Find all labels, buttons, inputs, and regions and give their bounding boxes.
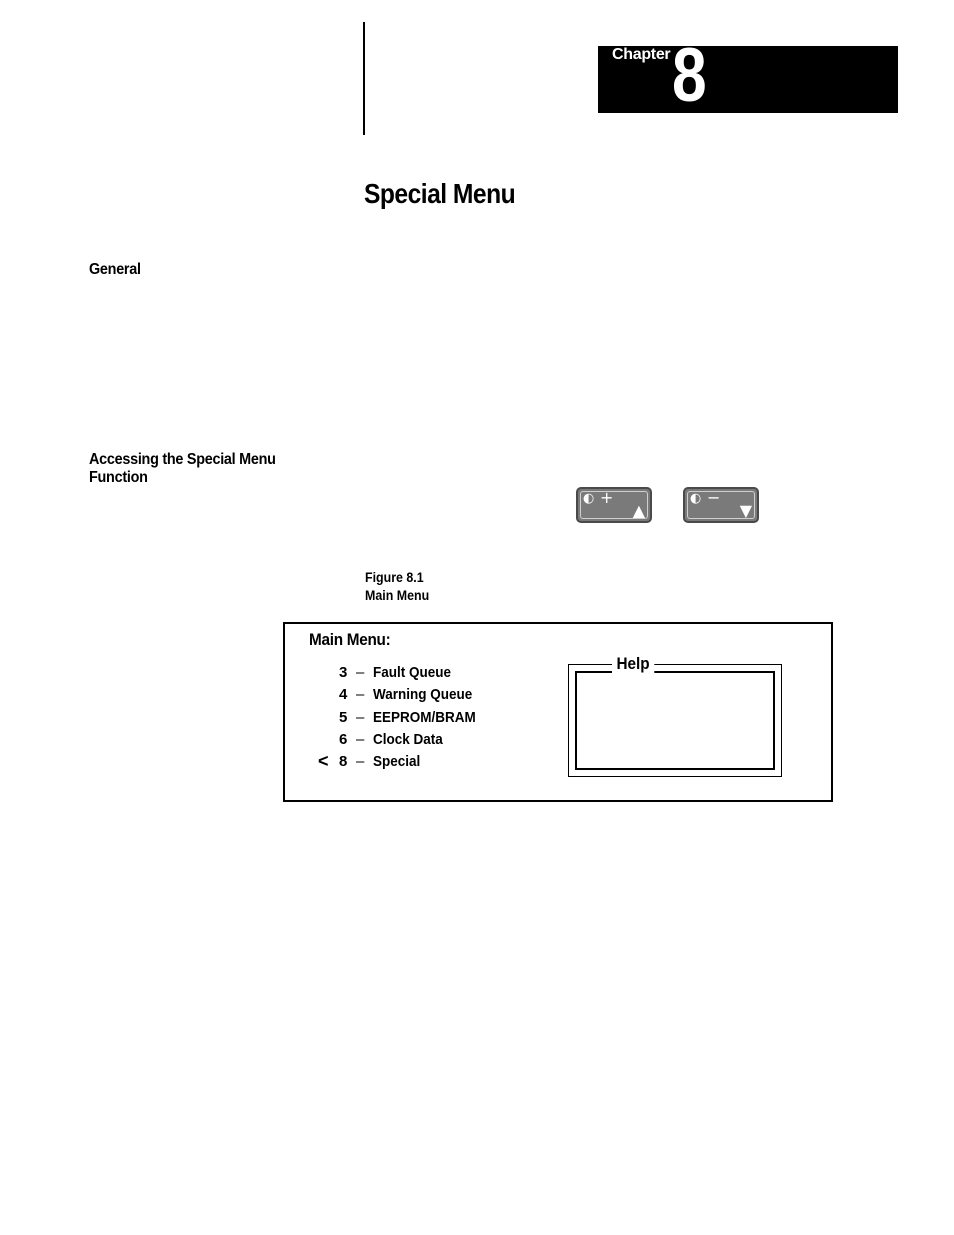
figure-caption [365, 569, 429, 605]
menu-item-dash: – [356, 730, 365, 748]
contrast-icon: ◐ [690, 491, 702, 506]
menu-item-label: Special [373, 753, 421, 771]
menu-item[interactable] [285, 664, 545, 686]
screen-title: Main Menu: [309, 630, 391, 649]
menu-item-label: Fault Queue [373, 664, 452, 681]
up-arrow-icon: ▲ [632, 501, 645, 520]
menu-item-dash: – [356, 708, 365, 726]
menu-item-dash: – [356, 753, 365, 771]
figure-title: Main Menu [365, 588, 430, 603]
selection-cursor: < [318, 751, 329, 772]
help-title: Help [612, 654, 654, 674]
increment-key [576, 487, 652, 523]
contrast-icon: ◐ [583, 491, 595, 506]
menu-item[interactable] [285, 753, 545, 775]
menu-item-number: 5 [339, 708, 348, 726]
menu-item[interactable] [285, 686, 545, 708]
minus-sign: − [707, 488, 721, 507]
chapter-number: 8 [672, 33, 707, 118]
down-arrow-icon: ▼ [739, 501, 752, 520]
menu-item-number: 8 [339, 753, 348, 771]
help-panel-inner [575, 671, 775, 770]
menu-item-dash: – [356, 664, 365, 681]
menu-item-number: 3 [339, 664, 348, 681]
help-panel [568, 654, 782, 777]
menu-item-dash: – [356, 686, 365, 704]
menu-item[interactable] [285, 709, 545, 731]
section-heading-general: General [89, 261, 141, 278]
decrement-key [683, 487, 759, 523]
menu-item-label: EEPROM/BRAM [373, 708, 476, 726]
menu-item[interactable] [285, 731, 545, 753]
menu-item-label: Clock Data [373, 730, 443, 748]
plus-sign: + [600, 488, 614, 507]
figure-number: Figure 8.1 [365, 570, 424, 585]
menu-item-label: Warning Queue [373, 686, 473, 704]
menu-item-number: 4 [339, 686, 348, 704]
menu-item-number: 6 [339, 730, 348, 748]
main-menu-screen [283, 622, 833, 802]
page-title: Special Menu [364, 178, 516, 209]
chapter-label: Chapter [612, 46, 671, 63]
section-heading-accessing: Accessing the Special Menu Function [89, 451, 276, 486]
margin-rule [363, 22, 365, 135]
menu-list [285, 664, 545, 775]
chapter-tab [598, 33, 898, 118]
